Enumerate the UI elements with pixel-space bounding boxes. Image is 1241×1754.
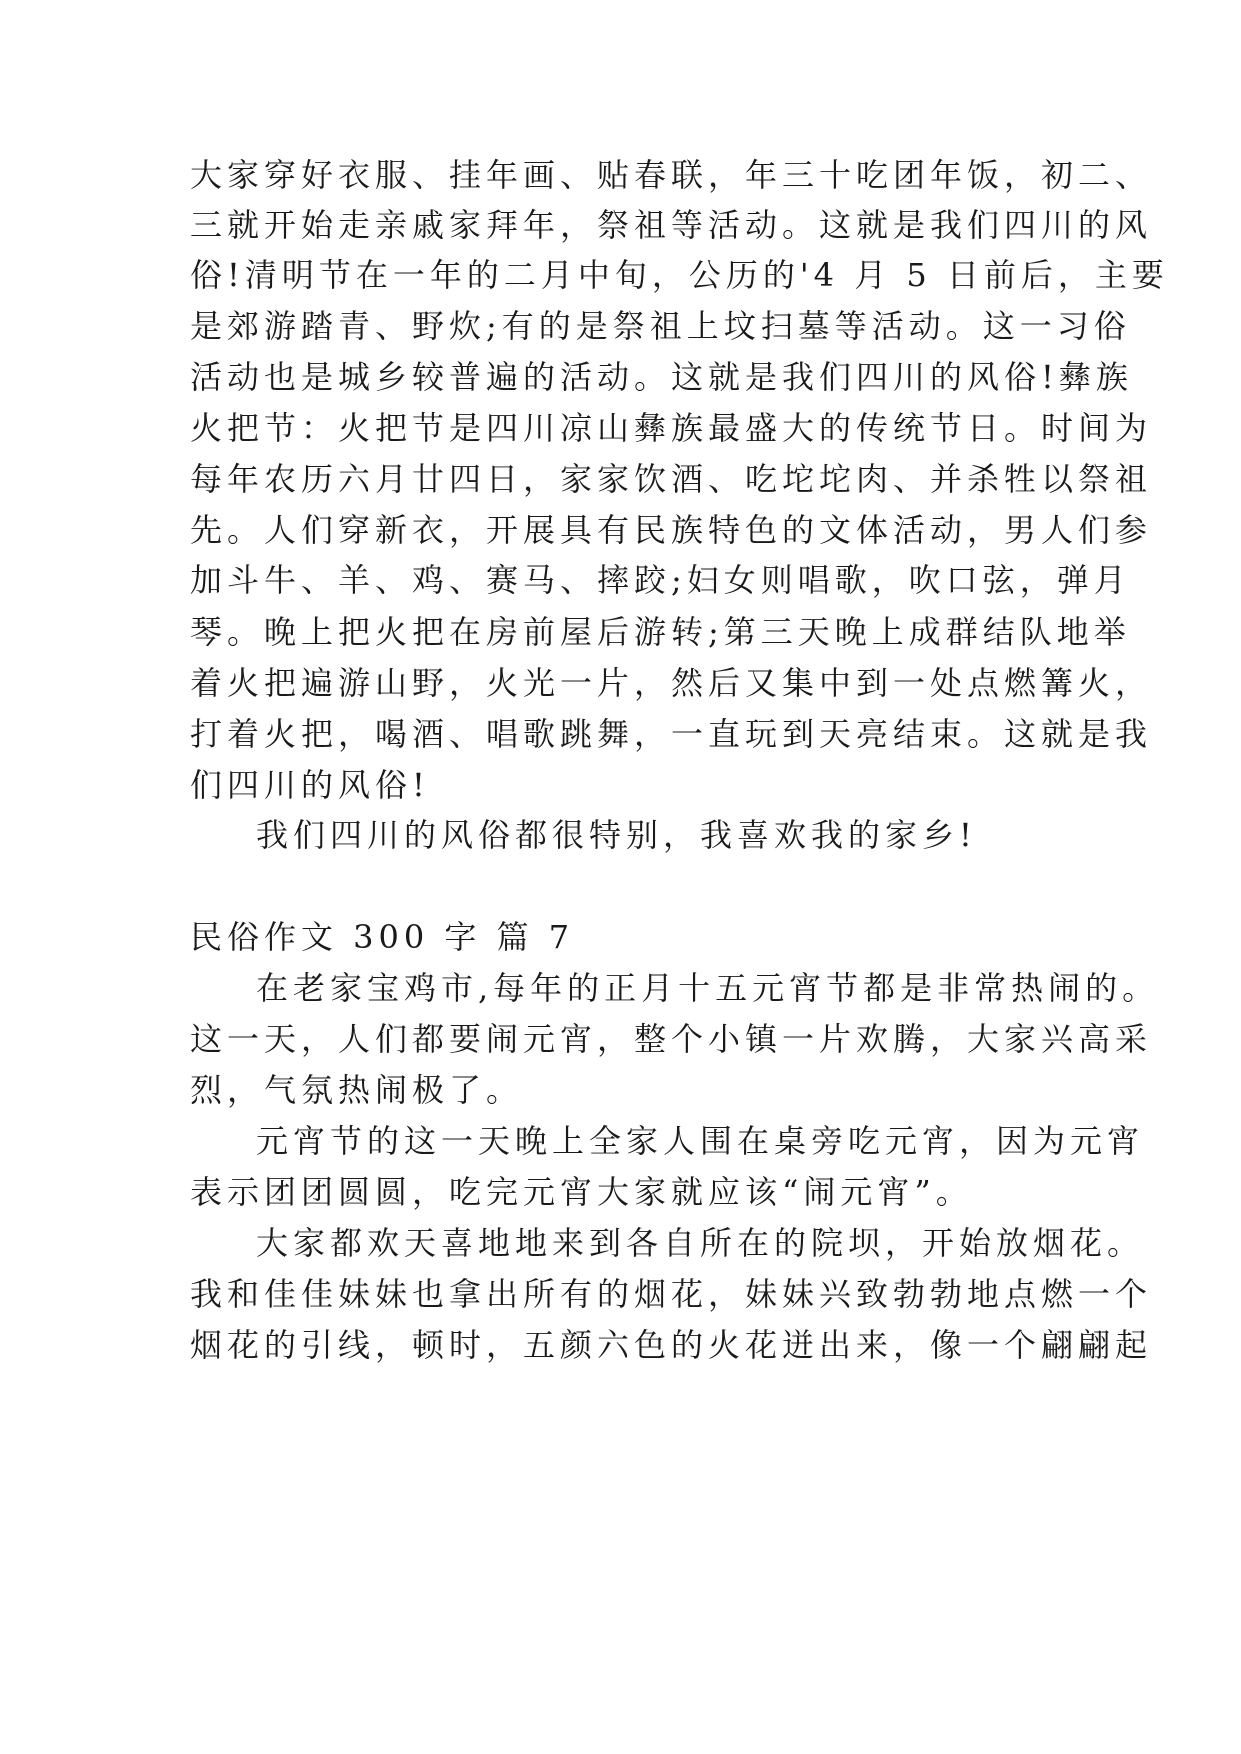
body-text-line: 火把节：火把节是四川凉山彝族最盛大的传统节日。时间为 — [190, 409, 1153, 447]
body-text-line: 大家穿好衣服、挂年画、贴春联，年三十吃团年饭，初二、 — [190, 156, 1153, 194]
body-text-line: 三就开始走亲戚家拜年，祭祖等活动。这就是我们四川的风 — [190, 206, 1153, 244]
paragraph-first-line: 在老家宝鸡市,每年的正月十五元宵节都是非常热闹的。 — [256, 969, 1160, 1007]
body-text-line: 活动也是城乡较普遍的活动。这就是我们四川的风俗!彝族 — [190, 358, 1133, 396]
body-text-line: 表示团团圆圆，吃完元宵大家就应该“闹元宵”。 — [190, 1173, 973, 1211]
body-text-line: 先。人们穿新衣，开展具有民族特色的文体活动，男人们参 — [190, 511, 1153, 549]
body-text-line: 加斗牛、羊、鸡、赛马、摔跤;妇女则唱歌，吹口弦，弹月 — [190, 561, 1131, 599]
closing-paragraph: 我们四川的风俗都很特别，我喜欢我的家乡! — [256, 816, 977, 854]
body-text-line: 我和佳佳妹妹也拿出所有的烟花，妹妹兴致勃勃地点燃一个 — [190, 1275, 1153, 1313]
body-text-line: 这一天，人们都要闹元宵，整个小镇一片欢腾，大家兴高采 — [190, 1020, 1153, 1058]
paragraph-first-line: 元宵节的这一天晚上全家人围在桌旁吃元宵，因为元宵 — [256, 1122, 1145, 1160]
body-text-line: 烟花的引线，顿时，五颜六色的火花迸出来，像一个翩翩起 — [190, 1326, 1153, 1364]
body-text-line: 琴。晚上把火把在房前屋后游转;第三天晚上成群结队地举 — [190, 613, 1131, 651]
body-text-line: 打着火把，喝酒、唱歌跳舞，一直玩到天亮结束。这就是我 — [190, 715, 1153, 753]
body-text-line: 是郊游踏青、野炊;有的是祭祖上坟扫墓等活动。这一习俗 — [190, 307, 1131, 345]
section-heading: 民俗作文 300 字 篇 7 — [190, 918, 575, 956]
body-text-line: 烈，气氛热闹极了。 — [190, 1071, 524, 1109]
paragraph-first-line: 大家都欢天喜地地来到各自所在的院坝，开始放烟花。 — [256, 1224, 1145, 1262]
body-text-line: 俗!清明节在一年的二月中旬，公历的'4 月 5 日前后，主要 — [190, 256, 1169, 294]
body-text-line: 们四川的风俗! — [190, 766, 430, 804]
body-text-line: 着火把遍游山野，火光一片，然后又集中到一处点燃篝火， — [190, 664, 1153, 702]
body-text-line: 每年农历六月廿四日，家家饮酒、吃坨坨肉、并杀牲以祭祖 — [190, 460, 1153, 498]
